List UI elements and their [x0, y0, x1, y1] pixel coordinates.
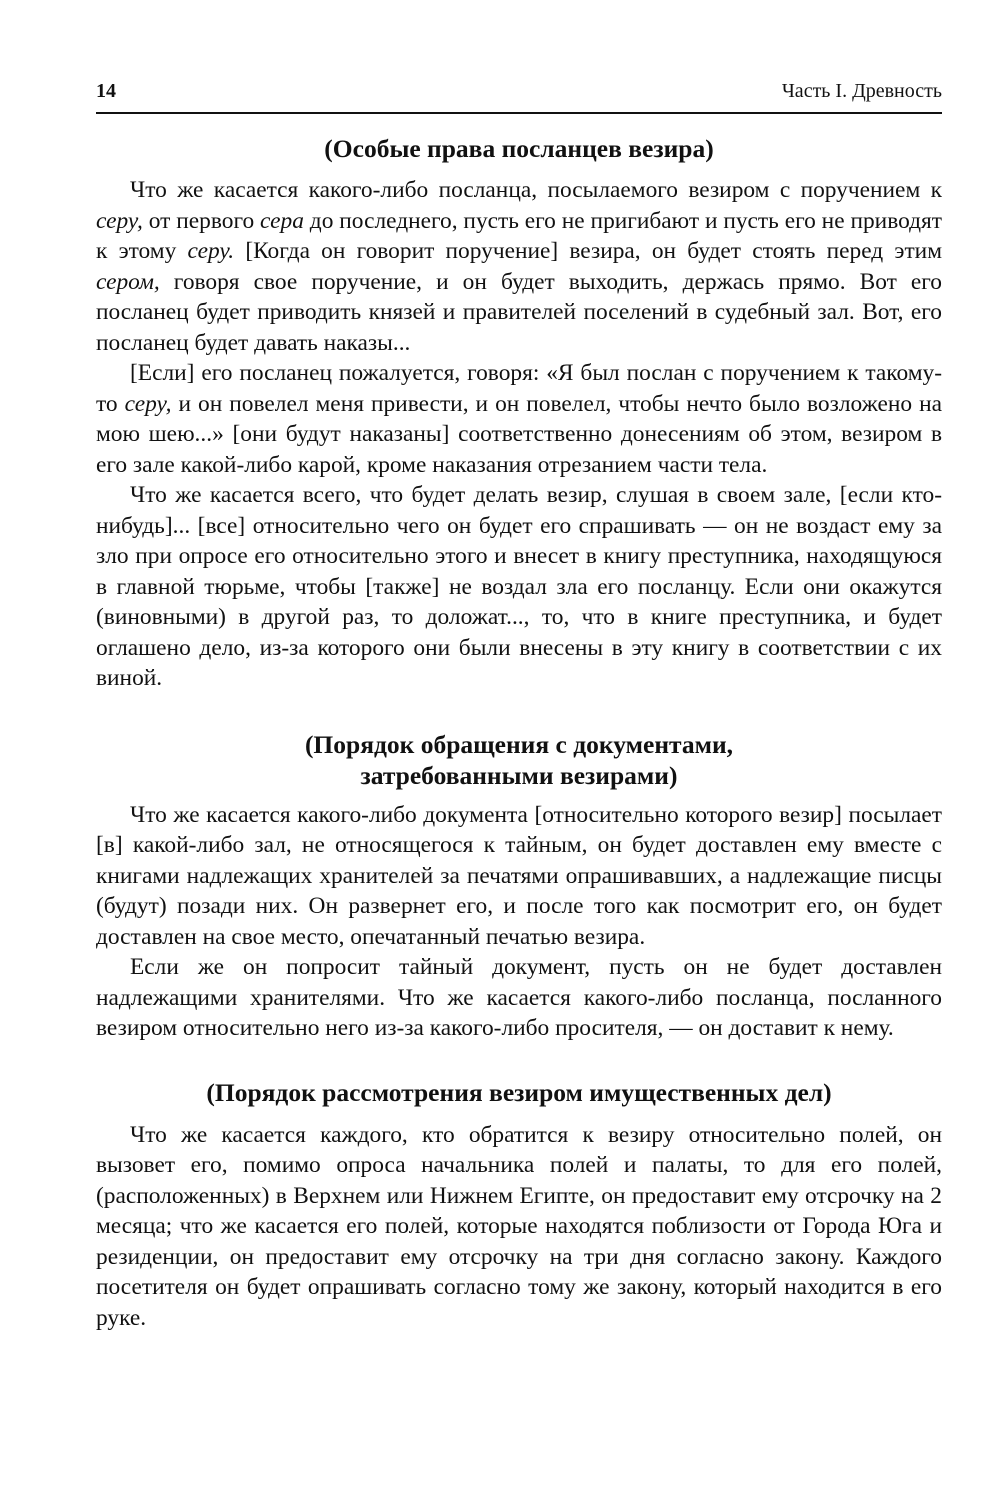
running-head: [96, 80, 942, 114]
paragraph: Если же он попросит тайный документ, пусть он не будет доставлен надлежащими хранителями. Что же касается какого-либо посланца, посланного везиром относительно него из-за какого-либо просителя, — он доставит к нему.: [96, 954, 942, 1041]
section-title-special-rights: (Особые права посланцев везира): [324, 134, 714, 163]
section-title-line: затребованными везирами): [360, 760, 678, 790]
paragraph: Что же касается какого-либо посланца, посылаемого везиром с поручением к серу, от первого сера до последнего, пусть его не пригибают и пусть его не приводят к этому серу. [Когда он говорит поручение] везира, он будет стоять перед этим сером, говоря свое поручение, и он будет выходить, держась прямо. Вот его посланец будет приводить князей и правителей поселений в судебный зал. Вот, его посланец будет давать наказы...: [96, 177, 942, 356]
paragraph: Что же касается каждого, кто обратится к везиру относительно полей, он вызовет его, помимо опроса начальника полей и палаты, то для его полей, (расположенных) в Верхнем или Нижнем Египте, он предоставит ему отсрочку на 2 месяца; что же касается его полей, которые находятся поблизости от Города Юга и резиденции, он предоставит ему отсрочку на три дня согласно закону. Каждого посетителя он будет опрашивать согласно тому же закону, который находится в его руке.: [96, 1121, 942, 1331]
part-title: Часть I. Древность: [781, 80, 942, 102]
paragraph: [Если] его посланец пожалуется, говоря: «Я был послан с поручением к такому-то серу, и он повелел меня привести, и он повелел, чтобы нечто было возложено на мою шею...» [они будут наказаны] соответственно донесениям об этом, везиром в его зале какой-либо карой, кроме наказания отрезанием части тела.: [96, 360, 942, 478]
section-title-documents: [96, 729, 942, 791]
paragraph: Что же касается какого-либо документа [относительно которого везир] посылает [в] какой-либо зал, не относящегося к тайным, он будет доставлен ему вместе с книгами надлежащих хранителей за печатями опрашивавших, а надлежащие писцы (будут) позади них. Он развернет его, и после того как посмотрит его, он будет доставлен на свое место, опечатанный печатью везира.: [96, 801, 942, 950]
section-title-line: (Порядок обращения с документами,: [304, 729, 734, 759]
paragraph: Что же касается всего, что будет делать везир, слушая в своем зале, [если кто-нибудь]... [все] относительно чего он будет его спрашивать — он не воздаст ему за зло при опросе его относительно этого и внесет в книгу преступника, находящуюся в главной тюрьме, чтобы [также] не воздал зла его посланцу. Если они окажутся (виновными) в другой раз, то доложат..., то, что в книге преступника, и будет оглашено дело, из-за которого они были внесены в эту книгу в соответствии с их виной.: [96, 482, 942, 691]
page-number: 14: [96, 80, 116, 102]
book-page: [96, 80, 942, 1333]
section-title-property-cases: (Порядок рассмотрения везиром имущественных дел): [206, 1077, 832, 1107]
